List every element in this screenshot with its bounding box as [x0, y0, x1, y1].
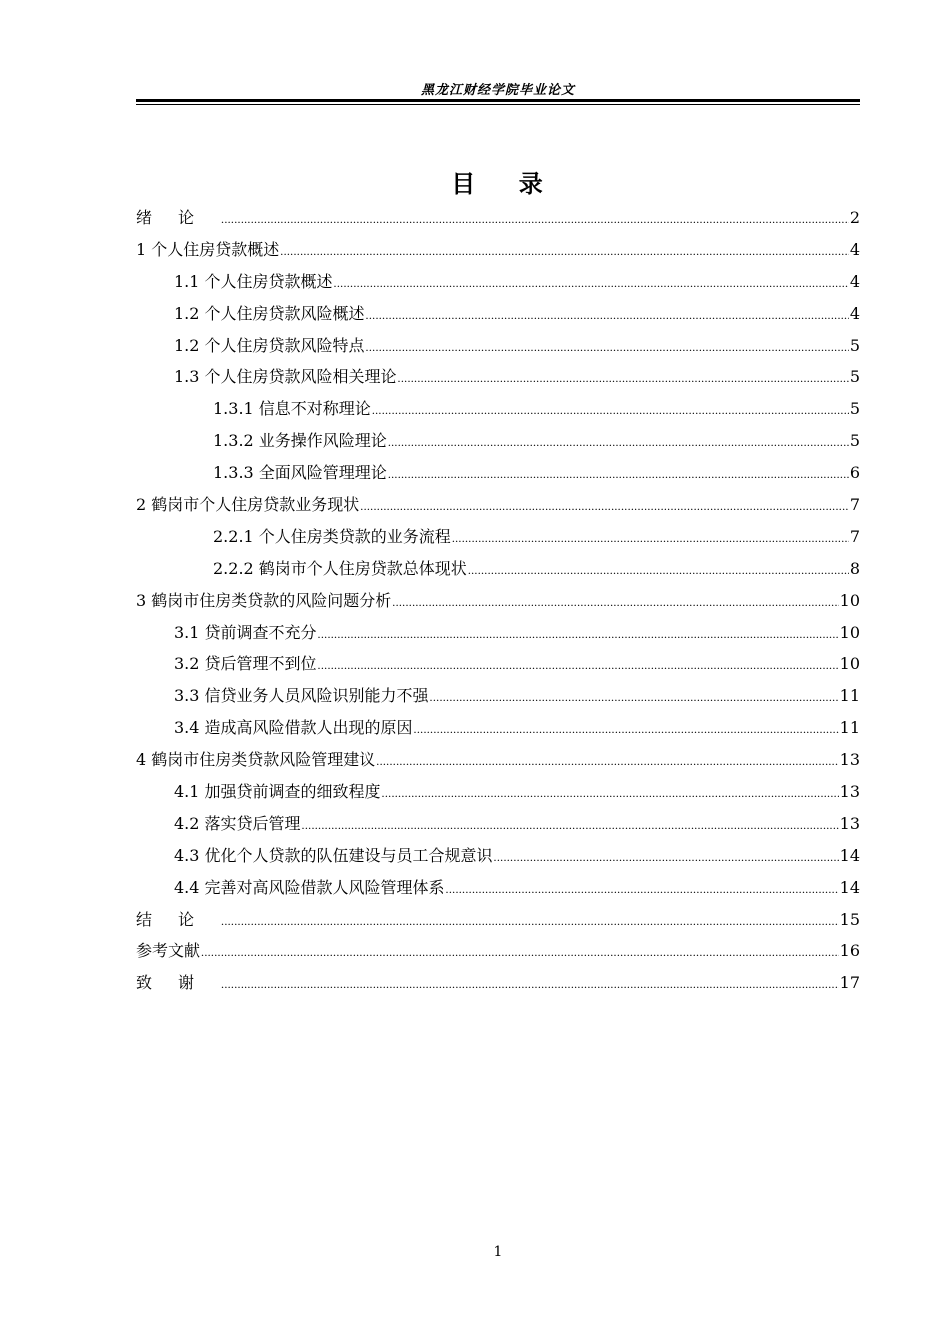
toc-entry-page: 13	[839, 782, 860, 802]
toc-entry[interactable]	[136, 361, 860, 393]
toc-dot-leader	[446, 874, 839, 906]
toc-entry[interactable]	[136, 712, 860, 744]
toc-entry-label: 1.2 个人住房贷款风险特点	[174, 335, 365, 355]
toc-dot-leader	[388, 427, 849, 459]
toc-dot-leader	[280, 236, 849, 268]
toc-entry-page: 7	[849, 526, 860, 546]
toc-entry-label: 绪论	[136, 208, 221, 227]
toc-entry-page: 5	[849, 367, 860, 387]
toc-dot-leader	[201, 937, 839, 969]
toc-entry[interactable]	[136, 585, 860, 617]
toc-entry-page: 15	[839, 909, 860, 929]
toc-entry-label: 3.3 信贷业务人员风险识别能力不强	[174, 686, 429, 706]
toc-entry-label: 参考文献	[136, 941, 201, 961]
toc-entry-label: 1.3.3 全面风险管理理论	[213, 463, 387, 483]
toc-entry[interactable]	[136, 234, 860, 266]
toc-entry-page: 7	[849, 495, 860, 515]
toc-entry[interactable]	[136, 298, 860, 330]
toc-entry-label: 3.4 造成高风险借款人出现的原因	[174, 718, 413, 738]
toc-entry-label: 3 鹤岗市住房类贷款的风险问题分析	[136, 590, 392, 610]
toc-entry-page: 14	[839, 845, 860, 865]
toc-entry-page: 2	[849, 208, 860, 227]
toc-entry[interactable]	[136, 808, 860, 840]
toc-dot-leader	[376, 746, 838, 778]
toc-entry-label: 1.2 个人住房贷款风险概述	[174, 303, 365, 323]
toc-entry-page: 10	[839, 654, 860, 674]
toc-dot-leader	[392, 587, 838, 619]
toc-entry[interactable]	[136, 202, 860, 234]
toc-dot-leader	[334, 268, 849, 300]
toc-entry-label: 致谢	[136, 973, 221, 993]
toc-dot-leader	[388, 459, 849, 491]
toc-entry[interactable]	[136, 393, 860, 425]
toc-entry[interactable]	[136, 425, 860, 457]
toc-entry-page: 5	[849, 399, 860, 419]
running-header-title: 黑龙江财经学院毕业论文	[420, 83, 575, 98]
toc-entry[interactable]	[136, 904, 860, 936]
toc-dot-leader	[430, 682, 839, 714]
toc-entry-label: 2.2.2 鹤岗市个人住房贷款总体现状	[213, 558, 467, 578]
toc-entry[interactable]	[136, 744, 860, 776]
toc-title: 目 录	[451, 170, 545, 198]
toc-dot-leader	[366, 300, 849, 332]
toc-entry[interactable]	[136, 840, 860, 872]
page-number: 1	[493, 1244, 503, 1260]
toc-entry[interactable]	[136, 457, 860, 489]
toc-entry[interactable]	[136, 330, 860, 362]
toc-dot-leader	[382, 778, 839, 810]
toc-entry-label: 1.3.1 信息不对称理论	[213, 399, 371, 419]
toc-dot-leader	[221, 906, 839, 938]
toc-entry[interactable]	[136, 967, 860, 999]
toc-entry-page: 6	[849, 463, 860, 483]
toc-entry-page: 14	[839, 877, 860, 897]
toc-entry-label: 结论	[136, 909, 221, 929]
toc-entry-page: 4	[849, 303, 860, 323]
header-rule-thin	[136, 104, 860, 105]
toc-dot-leader	[468, 555, 849, 587]
toc-entry[interactable]	[136, 776, 860, 808]
toc-entry-page: 10	[839, 622, 860, 642]
toc-entry-page: 10	[839, 590, 860, 610]
toc-entry-page: 8	[849, 558, 860, 578]
toc-dot-leader	[414, 714, 839, 746]
toc-entry-label: 1.3.2 业务操作风险理论	[213, 431, 387, 451]
toc-entry-page: 17	[839, 973, 860, 993]
toc-entry[interactable]	[136, 648, 860, 680]
toc-entry-label: 4.2 落实贷后管理	[174, 813, 301, 833]
toc-dot-leader	[302, 810, 839, 842]
toc-entry-page: 4	[849, 239, 860, 259]
toc-entry-page: 5	[849, 431, 860, 451]
toc-dot-leader	[366, 332, 849, 364]
toc-entry-page: 13	[839, 750, 860, 770]
toc-entry[interactable]	[136, 266, 860, 298]
toc-dot-leader	[452, 523, 849, 555]
toc-entry-page: 13	[839, 813, 860, 833]
toc-entry-label: 2 鹤岗市个人住房贷款业务现状	[136, 495, 360, 515]
toc-entry-page: 16	[839, 941, 860, 961]
toc-entry[interactable]	[136, 489, 860, 521]
toc-dot-leader	[372, 395, 849, 427]
toc-dot-leader	[494, 842, 839, 874]
toc-entry[interactable]	[136, 617, 860, 649]
toc-entry[interactable]	[136, 872, 860, 904]
toc-dot-leader	[318, 650, 839, 682]
toc-entry-label: 1.3 个人住房贷款风险相关理论	[174, 367, 397, 387]
table-of-contents	[136, 202, 860, 999]
toc-entry-label: 4 鹤岗市住房类贷款风险管理建议	[136, 750, 376, 770]
toc-entry[interactable]	[136, 935, 860, 967]
toc-dot-leader	[398, 363, 849, 395]
toc-entry-label: 4.1 加强贷前调查的细致程度	[174, 782, 381, 802]
toc-entry-label: 3.1 贷前调查不充分	[174, 622, 317, 642]
toc-dot-leader	[221, 204, 849, 236]
toc-entry-label: 1.1 个人住房贷款概述	[174, 271, 333, 291]
toc-entry-label: 2.2.1 个人住房类贷款的业务流程	[213, 526, 451, 546]
toc-entry-page: 5	[849, 335, 860, 355]
header-rule-thick	[136, 99, 860, 102]
toc-dot-leader	[360, 491, 849, 523]
toc-entry[interactable]	[136, 680, 860, 712]
toc-dot-leader	[221, 969, 839, 1001]
toc-entry-page: 4	[849, 271, 860, 291]
toc-entry[interactable]	[136, 521, 860, 553]
toc-entry-label: 3.2 贷后管理不到位	[174, 654, 317, 674]
toc-entry-label: 1 个人住房贷款概述	[136, 239, 280, 259]
toc-dot-leader	[318, 619, 839, 651]
toc-entry-label: 4.3 优化个人贷款的队伍建设与员工合规意识	[174, 845, 493, 865]
toc-entry-page: 11	[839, 718, 860, 738]
toc-entry[interactable]	[136, 553, 860, 585]
toc-entry-page: 11	[839, 686, 860, 706]
toc-entry-label: 4.4 完善对高风险借款人风险管理体系	[174, 877, 445, 897]
